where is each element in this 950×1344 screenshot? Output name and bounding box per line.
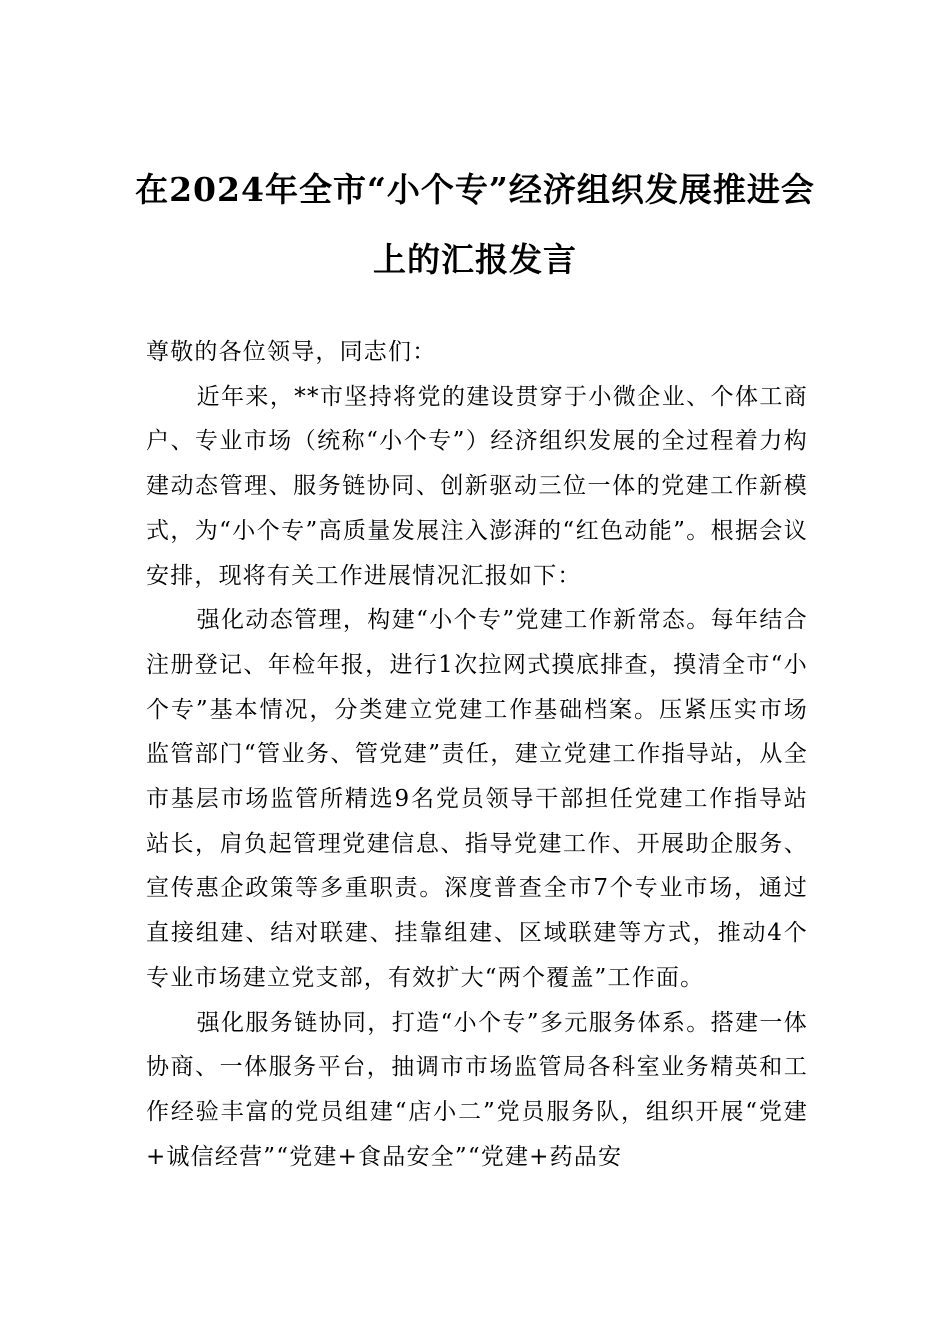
paragraph-intro: 近年来，**市坚持将党的建设贯穿于小微企业、个体工商户、专业市场（统称“小个专”）经济组织发展的全过程着力构建动态管理、服务链协同、创新驱动三位一体的党建工作新模式，为“小个专”高质量发展注入澎湃的“红色动能”。根据会议安排，现将有关工作进展情况汇报如下： xyxy=(146,383,808,589)
document-body xyxy=(146,330,808,1179)
document-title: 在2024年全市“小个专”经济组织发展推进会上的汇报发言 xyxy=(135,170,815,279)
salutation: 尊敬的各位领导，同志们： xyxy=(146,339,437,365)
paragraph-dynamic-management: 强化动态管理，构建“小个专”党建工作新常态。每年结合注册登记、年检年报，进行1次拉网式摸底排查，摸清全市“小个专”基本情况，分类建立党建工作基础档案。压紧压实市场监管部门“管业务、管党建”责任，建立党建工作指导站，从全市基层市场监管所精选9名党员领导干部担任党建工作指导站站长，肩负起管理党建信息、指导党建工作、开展助企服务、宣传惠企政策等多重职责。深度普查全市7个专业市场，通过直接组建、结对联建、挂靠组建、区域联建等方式，推动4个专业市场建立党支部，有效扩大“两个覆盖”工作面。 xyxy=(146,607,808,991)
paragraph-service-chain: 强化服务链协同，打造“小个专”多元服务体系。搭建一体协商、一体服务平台，抽调市市场监管局各科室业务精英和工作经验丰富的党员组建“店小二”党员服务队，组织开展“党建+诚信经营”“党建+食品安全”“党建+药品安 xyxy=(146,1009,808,1170)
